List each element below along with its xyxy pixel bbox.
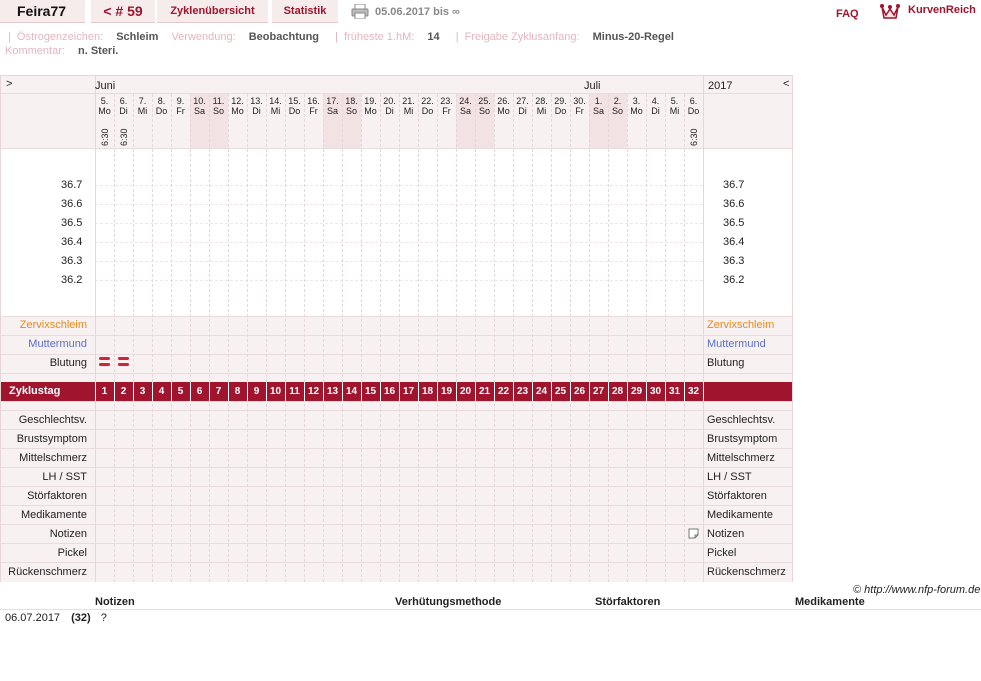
row-label: Medikamente bbox=[20, 509, 87, 521]
day-number: 26. bbox=[497, 96, 510, 106]
day-number: 7. bbox=[138, 96, 147, 106]
tab-cycle-overview[interactable]: Zyklenübersicht bbox=[157, 0, 268, 23]
cycle-day-number[interactable]: 17 bbox=[402, 386, 415, 397]
row-label: Rückenschmerz bbox=[707, 566, 786, 578]
row-label: Blutung bbox=[49, 357, 87, 369]
cycle-day-separator bbox=[703, 382, 704, 401]
grid-col-line bbox=[703, 76, 704, 582]
day-number: 17. bbox=[326, 96, 339, 106]
cycle-day-number[interactable]: 22 bbox=[497, 386, 510, 397]
row-label: Notizen bbox=[707, 528, 745, 540]
day-name: Do bbox=[155, 106, 168, 116]
day-name: Mo bbox=[630, 106, 643, 116]
grid-col-line bbox=[418, 94, 419, 582]
day-name: So bbox=[345, 106, 357, 116]
cycle-day-number[interactable]: 27 bbox=[592, 386, 605, 397]
comment-line bbox=[5, 45, 128, 57]
row-label: Notizen bbox=[49, 528, 87, 540]
temp-left-area bbox=[1, 148, 95, 316]
day-number: 2. bbox=[613, 96, 622, 106]
grid-col-line bbox=[209, 94, 210, 582]
grid-col-line bbox=[361, 94, 362, 582]
grid-col-line bbox=[608, 94, 609, 582]
cycle-day-band bbox=[1, 382, 792, 401]
day-name: Mi bbox=[536, 106, 547, 116]
bleeding-mark bbox=[118, 357, 129, 360]
col-medication: Medikamente bbox=[795, 596, 865, 608]
usage-value: Beobachtung bbox=[248, 31, 320, 43]
grid-col-line bbox=[684, 94, 685, 582]
tab-statistics[interactable]: Statistik bbox=[272, 0, 338, 23]
day-number: 4. bbox=[651, 96, 660, 106]
cycle-day-number[interactable]: 24 bbox=[535, 386, 548, 397]
cycle-info-line bbox=[5, 31, 684, 43]
cycle-day-number[interactable]: 18 bbox=[421, 386, 434, 397]
row-label: Zervixschleim bbox=[19, 319, 87, 331]
day-number: 1. bbox=[594, 96, 603, 106]
cycle-day-number[interactable]: 13 bbox=[326, 386, 339, 397]
temp-axis-label: 36.3 bbox=[723, 255, 745, 267]
cycle-day-number[interactable]: 2 bbox=[120, 386, 127, 397]
cycle-day-number[interactable]: 8 bbox=[234, 386, 241, 397]
day-number: 21. bbox=[402, 96, 415, 106]
row-label: Mittelschmerz bbox=[19, 452, 87, 464]
day-name: Fr bbox=[575, 106, 584, 116]
grid-row-line bbox=[1, 93, 792, 94]
day-number: 15. bbox=[288, 96, 301, 106]
day-name: Di bbox=[252, 106, 261, 116]
grid-col-line bbox=[190, 94, 191, 582]
day-name: Mo bbox=[364, 106, 377, 116]
cycle-day-number[interactable]: 6 bbox=[196, 386, 203, 397]
row-label: Brustsymptom bbox=[707, 433, 778, 445]
day-name: Fr bbox=[309, 106, 318, 116]
temp-axis-label: 36.5 bbox=[723, 217, 745, 229]
grid-col-line bbox=[342, 94, 343, 582]
cycle-day-number[interactable]: 31 bbox=[668, 386, 681, 397]
day-number: 5. bbox=[670, 96, 679, 106]
cycle-chart bbox=[0, 75, 793, 582]
year-label: 2017 bbox=[708, 80, 733, 92]
day-number: 12. bbox=[231, 96, 244, 106]
day-number: 28. bbox=[535, 96, 548, 106]
day-number: 19. bbox=[364, 96, 377, 106]
note-text: ? bbox=[100, 612, 107, 624]
cycle-day-number[interactable]: 3 bbox=[139, 386, 146, 397]
grid-col-line bbox=[570, 94, 571, 582]
day-number: 29. bbox=[554, 96, 567, 106]
day-number: 13. bbox=[250, 96, 263, 106]
temp-axis-label: 36.3 bbox=[61, 255, 83, 267]
day-name: Mo bbox=[497, 106, 510, 116]
grid-col-line bbox=[152, 94, 153, 582]
cycle-day-number[interactable]: 14 bbox=[345, 386, 358, 397]
temp-axis-label: 36.7 bbox=[61, 179, 83, 191]
bleeding-mark bbox=[99, 357, 110, 360]
day-name: So bbox=[478, 106, 490, 116]
grid-row-line bbox=[1, 148, 792, 149]
hm-label: früheste 1.hM: bbox=[344, 31, 415, 43]
cycle-day-number[interactable]: 1 bbox=[101, 386, 108, 397]
cycle-day-number[interactable]: 16 bbox=[383, 386, 396, 397]
grid-col-line bbox=[171, 94, 172, 582]
cycle-day-number[interactable]: 23 bbox=[516, 386, 529, 397]
notes-table-row bbox=[5, 612, 107, 624]
day-number: 25. bbox=[478, 96, 491, 106]
grid-col-line bbox=[228, 94, 229, 582]
separator: | bbox=[8, 31, 11, 43]
temp-axis-label: 36.4 bbox=[61, 236, 83, 248]
day-name: Mi bbox=[403, 106, 414, 116]
cycle-back-button[interactable]: < # 59 bbox=[91, 0, 155, 23]
month-label: Juli bbox=[584, 80, 601, 92]
row-label: Brustsymptom bbox=[16, 433, 87, 445]
day-name: So bbox=[212, 106, 224, 116]
faq-link[interactable]: FAQ bbox=[836, 8, 859, 20]
col-disturbances: Störfaktoren bbox=[595, 596, 661, 608]
row-label: Medikamente bbox=[707, 509, 774, 521]
measure-time: 6:30 bbox=[100, 128, 110, 146]
bleeding-mark bbox=[118, 363, 129, 366]
grid-row-line bbox=[1, 524, 792, 525]
cycle-day-number[interactable]: 11 bbox=[289, 386, 300, 397]
measure-time: 6:30 bbox=[119, 128, 129, 146]
day-number: 3. bbox=[632, 96, 641, 106]
grid-col-line bbox=[114, 94, 115, 582]
cycle-day-number[interactable]: 9 bbox=[253, 386, 260, 397]
date-range: 05.06.2017 bis ∞ bbox=[375, 6, 460, 18]
day-name: Di bbox=[651, 106, 660, 116]
grid-col-line bbox=[513, 94, 514, 582]
row-label: Geschlechtsv. bbox=[18, 414, 87, 426]
day-number: 14. bbox=[269, 96, 282, 106]
separator: | bbox=[335, 31, 338, 43]
comment-label: Kommentar: bbox=[5, 45, 65, 57]
day-name: Sa bbox=[459, 106, 471, 116]
cycle-day-number[interactable]: 26 bbox=[573, 386, 586, 397]
user-name: Feira77 bbox=[0, 0, 85, 23]
cycle-day-label: Zyklustag bbox=[9, 385, 61, 397]
row-label: LH / SST bbox=[707, 471, 752, 483]
measure-time: 6:30 bbox=[689, 128, 699, 146]
day-name: Do bbox=[421, 106, 434, 116]
row-label: Muttermund bbox=[28, 338, 87, 350]
row-label: Mittelschmerz bbox=[707, 452, 775, 464]
grid-row-line bbox=[1, 562, 792, 563]
notes-table-header bbox=[0, 595, 981, 610]
day-name: Do bbox=[288, 106, 301, 116]
grid-col-line bbox=[380, 94, 381, 582]
note-icon[interactable] bbox=[688, 528, 699, 539]
row-label: Zervixschleim bbox=[707, 319, 775, 331]
row-label: Blutung bbox=[707, 357, 745, 369]
month-label: Juni bbox=[95, 80, 116, 92]
cycle-day-number[interactable]: 20 bbox=[459, 386, 472, 397]
day-name: Fr bbox=[176, 106, 185, 116]
grid-row-line bbox=[1, 335, 792, 336]
grid-row-line bbox=[1, 401, 792, 402]
grid-row-line bbox=[1, 543, 792, 544]
day-name: Mi bbox=[270, 106, 281, 116]
grid-col-line bbox=[95, 76, 96, 582]
copyright: © http://www.nfp-forum.de bbox=[853, 584, 981, 596]
temp-axis-label: 36.7 bbox=[723, 179, 745, 191]
day-number: 18. bbox=[345, 96, 358, 106]
grid-row-line bbox=[1, 505, 792, 506]
row-label: Pickel bbox=[707, 547, 737, 559]
oestrogen-value: Schleim bbox=[116, 31, 159, 43]
grid-col-line bbox=[456, 94, 457, 582]
day-number: 5. bbox=[100, 96, 109, 106]
cycle-day-number[interactable]: 30 bbox=[649, 386, 662, 397]
grid-row-line bbox=[1, 354, 792, 355]
grid-col-line bbox=[494, 94, 495, 582]
day-name: Sa bbox=[193, 106, 205, 116]
grid-row-line bbox=[1, 429, 792, 430]
grid-col-line bbox=[304, 94, 305, 582]
grid-row-line bbox=[1, 486, 792, 487]
cycle-day-number[interactable]: 21 bbox=[478, 386, 491, 397]
crown-logo-icon[interactable] bbox=[880, 1, 900, 21]
note-cycle-day: (32) bbox=[71, 612, 91, 624]
note-date: 06.07.2017 bbox=[5, 612, 61, 624]
cycle-day-number[interactable]: 10 bbox=[269, 386, 282, 397]
release-value: Minus-20-Regel bbox=[592, 31, 674, 43]
day-name: Di bbox=[385, 106, 394, 116]
nav-prev-button[interactable]: > bbox=[6, 78, 13, 90]
separator: | bbox=[455, 31, 459, 43]
day-name: Di bbox=[119, 106, 128, 116]
grid-col-line bbox=[133, 94, 134, 582]
row-label: Muttermund bbox=[707, 338, 766, 350]
grid-row-line bbox=[1, 448, 792, 449]
grid-col-line bbox=[437, 94, 438, 582]
day-number: 8. bbox=[157, 96, 166, 106]
grid-col-line bbox=[266, 94, 267, 582]
row-label: Störfaktoren bbox=[707, 490, 767, 502]
day-name: Sa bbox=[592, 106, 604, 116]
day-number: 27. bbox=[516, 96, 529, 106]
hm-value: 14 bbox=[427, 31, 440, 43]
temp-axis-label: 36.2 bbox=[723, 274, 745, 286]
cycle-day-number[interactable]: 25 bbox=[554, 386, 567, 397]
day-number: 10. bbox=[193, 96, 206, 106]
grid-col-line bbox=[646, 94, 647, 582]
day-number: 9. bbox=[176, 96, 185, 106]
col-contraception: Verhütungsmethode bbox=[395, 596, 502, 608]
grid-col-line bbox=[589, 94, 590, 582]
nav-next-button[interactable]: < bbox=[783, 78, 790, 90]
cycle-day-number[interactable]: 12 bbox=[307, 386, 320, 397]
cycle-day-number[interactable]: 5 bbox=[177, 386, 184, 397]
day-name: Sa bbox=[326, 106, 338, 116]
row-label: Rückenschmerz bbox=[8, 566, 87, 578]
grid-row-line bbox=[1, 373, 792, 374]
grid-row-line bbox=[1, 316, 792, 317]
day-name: Fr bbox=[442, 106, 451, 116]
temp-axis-label: 36.2 bbox=[61, 274, 83, 286]
grid-col-line bbox=[627, 94, 628, 582]
bleeding-mark bbox=[99, 363, 110, 366]
cycle-day-number[interactable]: 19 bbox=[440, 386, 453, 397]
day-name: Mo bbox=[231, 106, 244, 116]
day-number: 16. bbox=[307, 96, 320, 106]
temp-axis-label: 36.6 bbox=[61, 198, 83, 210]
grid-col-line bbox=[475, 94, 476, 582]
cycle-day-number[interactable]: 28 bbox=[611, 386, 624, 397]
row-label: Störfaktoren bbox=[27, 490, 87, 502]
day-number: 20. bbox=[383, 96, 396, 106]
temp-axis-label: 36.5 bbox=[61, 217, 83, 229]
grid-row-line bbox=[1, 467, 792, 468]
grid-col-line bbox=[665, 94, 666, 582]
comment-value: n. Steri. bbox=[77, 45, 119, 57]
day-name: Do bbox=[687, 106, 700, 116]
day-name: So bbox=[611, 106, 623, 116]
day-name: Mi bbox=[137, 106, 148, 116]
day-number: 6. bbox=[119, 96, 128, 106]
day-number: 6. bbox=[689, 96, 698, 106]
row-label: Geschlechtsv. bbox=[707, 414, 776, 426]
temp-axis-label: 36.6 bbox=[723, 198, 745, 210]
release-label: Freigabe Zyklusanfang: bbox=[464, 31, 580, 43]
top-bar bbox=[0, 0, 981, 24]
row-label: LH / SST bbox=[42, 471, 87, 483]
day-number: 23. bbox=[440, 96, 453, 106]
grid-col-line bbox=[532, 94, 533, 582]
day-name: Di bbox=[518, 106, 527, 116]
usage-label: Verwendung: bbox=[171, 31, 236, 43]
cycle-day-number[interactable]: 4 bbox=[158, 386, 165, 397]
cycle-day-number[interactable]: 15 bbox=[364, 386, 377, 397]
cycle-day-number[interactable]: 32 bbox=[687, 386, 700, 397]
oestrogen-label: Östrogenzeichen: bbox=[16, 31, 104, 43]
grid-col-line bbox=[247, 94, 248, 582]
day-name: Do bbox=[554, 106, 567, 116]
day-number: 22. bbox=[421, 96, 434, 106]
cycle-day-number[interactable]: 29 bbox=[630, 386, 643, 397]
grid-row-line bbox=[1, 410, 792, 411]
day-number: 24. bbox=[459, 96, 472, 106]
row-label: Pickel bbox=[57, 547, 87, 559]
grid-col-line bbox=[285, 94, 286, 582]
brand-name[interactable]: KurvenReich bbox=[908, 4, 976, 16]
day-number: 30. bbox=[573, 96, 586, 106]
grid-col-line bbox=[323, 94, 324, 582]
cycle-day-number[interactable]: 7 bbox=[215, 386, 222, 397]
day-number: 11. bbox=[212, 96, 225, 106]
day-name: Mo bbox=[98, 106, 111, 116]
temp-axis-label: 36.4 bbox=[723, 236, 745, 248]
grid-col-line bbox=[399, 94, 400, 582]
day-name: Mi bbox=[669, 106, 680, 116]
grid-col-line bbox=[551, 94, 552, 582]
col-notes: Notizen bbox=[95, 596, 135, 608]
printer-icon[interactable] bbox=[351, 4, 369, 19]
